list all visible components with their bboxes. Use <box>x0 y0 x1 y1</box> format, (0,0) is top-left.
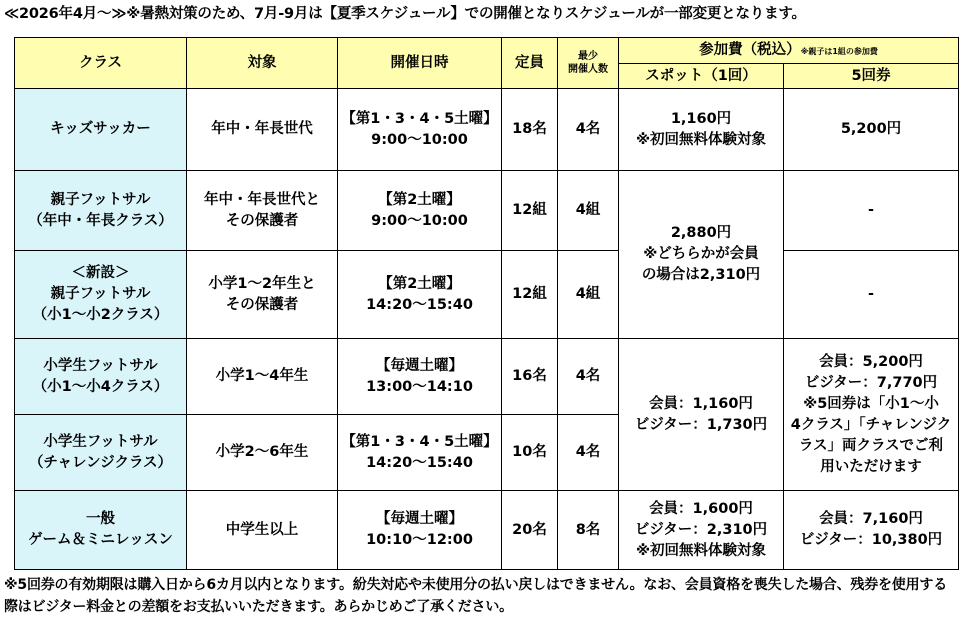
min-participants-cell: 8名 <box>558 491 619 570</box>
pack-fee-cell <box>784 171 959 251</box>
datetime-day: 【第1・3・4・5土曜】 <box>341 110 498 127</box>
target-text: その保護者 <box>225 212 299 229</box>
spot-fee-cell <box>619 491 784 570</box>
target-text: その保護者 <box>225 296 299 313</box>
header-fee-note: ※親子は1組の参加費 <box>800 46 878 56</box>
pack-fee-price: - <box>867 202 875 218</box>
footer-note: ※5回券の有効期限は購入日から6カ月以内となります。紛失対応や未使用分の払い戻しはできません。なお、会員資格を喪失した場合、残券を使用する際はビジター料金との差額をお支払いいただきます。あらかじめご了承ください。 <box>4 577 948 615</box>
spot-fee-price: 2,880円 <box>670 225 732 241</box>
pack-fee-note: ※5回券は「小1～小 <box>803 395 939 412</box>
min-participants-cell: 4組 <box>558 171 619 251</box>
datetime-cell <box>338 339 502 415</box>
min-participants-cell: 4組 <box>558 251 619 339</box>
target-cell <box>187 415 338 491</box>
spot-fee-member: 会員：1,600円 <box>649 500 753 517</box>
class-subname: （年中・年長クラス） <box>28 212 173 229</box>
datetime-cell <box>338 415 502 491</box>
capacity-cell: 20名 <box>502 491 558 570</box>
spot-fee-visitor: ビジター：1,730円 <box>634 416 768 433</box>
datetime-day: 【第1・3・4・5土曜】 <box>341 433 498 450</box>
pack-fee-member: 会員：7,160円 <box>819 511 923 527</box>
spot-fee-note: ※初回無料体験対象 <box>635 542 767 559</box>
header-target: 対象 <box>187 38 338 89</box>
target-text: 年中・年長世代と <box>204 191 320 208</box>
datetime-cell <box>338 171 502 251</box>
target-text: 小学1～2年生と <box>208 275 316 292</box>
spot-fee-note: ※どちらかが会員 <box>643 246 759 262</box>
class-subname: （チャレンジクラス） <box>28 454 173 471</box>
table-row <box>15 251 959 339</box>
pack-fee-cell <box>784 89 959 171</box>
header-spot: スポット（1回） <box>619 64 784 89</box>
header-capacity: 定員 <box>502 38 558 89</box>
capacity-cell: 18名 <box>502 89 558 171</box>
capacity-cell: 16名 <box>502 339 558 415</box>
pack-fee-note: 4クラス」「チャレンジク <box>790 416 952 433</box>
capacity-cell: 12組 <box>502 251 558 339</box>
capacity-cell: 10名 <box>502 415 558 491</box>
spot-fee-cell <box>619 89 784 171</box>
header-min-line1: 最少 <box>578 51 598 62</box>
spot-fee-member: 会員：1,160円 <box>649 395 753 412</box>
target-cell <box>187 251 338 339</box>
class-name: 小学生フットサル <box>43 433 158 450</box>
target-text: 小学1～4年生 <box>215 368 309 384</box>
class-name-cell <box>15 171 187 251</box>
header-class: クラス <box>15 38 187 89</box>
datetime-time: 10:10～12:00 <box>366 532 473 548</box>
pack-fee-visitor: ビジター：10,380円 <box>799 532 943 548</box>
pack-fee-cell <box>784 251 959 339</box>
class-name: 親子フットサル <box>50 191 151 208</box>
capacity-cell: 12組 <box>502 171 558 251</box>
header-min-participants <box>558 38 619 89</box>
target-cell <box>187 171 338 251</box>
spot-fee-visitor: ビジター：2,310円 <box>634 521 768 538</box>
pack-fee-cell <box>784 491 959 570</box>
spot-fee-note: の場合は2,310円 <box>641 267 761 283</box>
table-row <box>15 491 959 570</box>
target-cell <box>187 339 338 415</box>
class-subname: （小1～小4クラス） <box>32 378 169 395</box>
datetime-time: 9:00～10:00 <box>371 212 468 229</box>
class-name-cell <box>15 491 187 570</box>
datetime-day: 【第2土曜】 <box>378 275 461 292</box>
class-name: 一般 <box>86 511 115 527</box>
class-subname: （小1～小2クラス） <box>32 307 169 323</box>
pack-fee-cell <box>784 339 959 491</box>
pack-fee-note: 用いただけます <box>820 458 922 475</box>
datetime-time: 14:20～15:40 <box>366 454 473 471</box>
target-cell <box>187 491 338 570</box>
class-name-cell <box>15 251 187 339</box>
pack-fee-visitor: ビジター：7,770円 <box>804 374 938 391</box>
datetime-time: 9:00～10:00 <box>371 131 468 148</box>
header-row <box>15 38 959 64</box>
class-name-cell <box>15 415 187 491</box>
header-fee-label: 参加費（税込） <box>699 41 801 58</box>
class-name-cell <box>15 89 187 171</box>
datetime-day: 【毎週土曜】 <box>376 357 463 374</box>
class-subname: ゲーム＆ミニレッスン <box>28 532 173 548</box>
header-pack: 5回券 <box>784 64 959 89</box>
target-cell <box>187 89 338 171</box>
target-text: 小学2～6年生 <box>215 444 309 460</box>
datetime-cell <box>338 491 502 570</box>
header-datetime: 開催日時 <box>338 38 502 89</box>
datetime-cell <box>338 89 502 171</box>
class-name-cell <box>15 339 187 415</box>
min-participants-cell: 4名 <box>558 415 619 491</box>
header-fee <box>619 38 959 64</box>
min-participants-cell: 4名 <box>558 339 619 415</box>
pack-fee-price: 5,200円 <box>840 121 902 137</box>
pack-fee-member: 会員：5,200円 <box>819 353 923 370</box>
class-name: キッズサッカー <box>50 121 151 137</box>
notice-banner: ≪2026年4月～≫※暑熱対策のため、7月-9月は【夏季スケジュール】での開催となりスケジュールが一部変更となります。 <box>4 6 806 22</box>
datetime-day: 【毎週土曜】 <box>376 511 463 527</box>
header-min-line2: 開催人数 <box>568 64 608 75</box>
class-name: 親子フットサル <box>50 286 151 302</box>
min-participants-cell: 4名 <box>558 89 619 171</box>
datetime-time: 13:00～14:10 <box>366 378 473 395</box>
spot-fee-price: 1,160円 <box>670 110 732 127</box>
schedule-table <box>14 37 959 570</box>
spot-fee-note: ※初回無料体験対象 <box>635 131 767 148</box>
pack-fee-note: ラス」両クラスでご利 <box>798 437 944 454</box>
class-new-badge: ＜新設＞ <box>71 265 130 281</box>
datetime-cell <box>338 251 502 339</box>
table-row <box>15 89 959 171</box>
class-name: 小学生フットサル <box>43 357 158 374</box>
pack-fee-price: - <box>867 286 875 302</box>
datetime-time: 14:20～15:40 <box>366 296 473 313</box>
spot-fee-cell <box>619 171 784 339</box>
datetime-day: 【第2土曜】 <box>378 191 461 208</box>
target-text: 年中・年長世代 <box>211 121 313 137</box>
spot-fee-cell <box>619 339 784 491</box>
target-text: 中学生以上 <box>225 521 299 538</box>
table-row <box>15 171 959 251</box>
table-row <box>15 339 959 415</box>
